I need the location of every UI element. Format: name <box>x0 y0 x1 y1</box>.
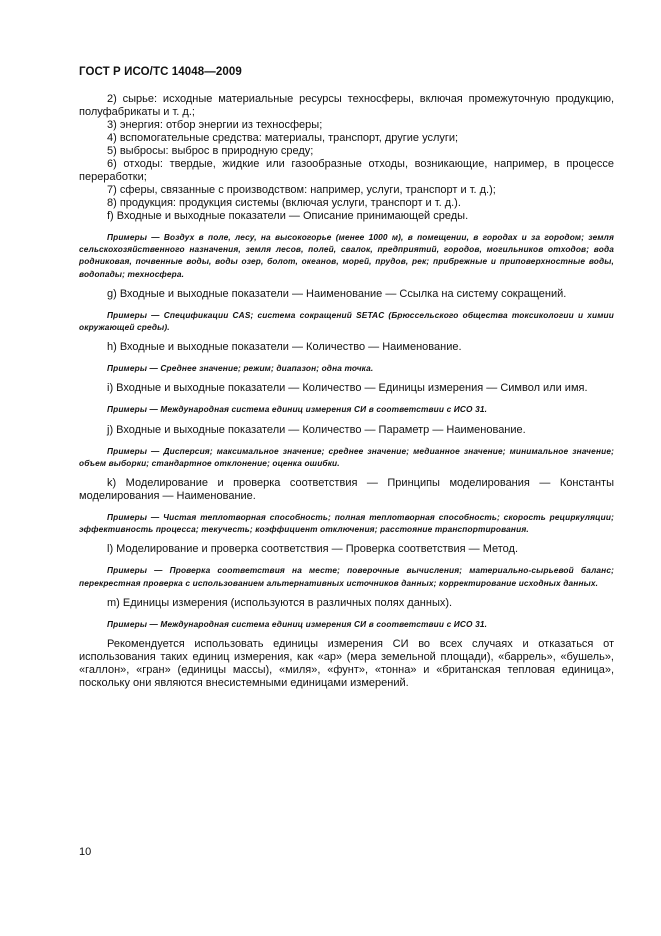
example-i: Примеры — Международная система единиц измерения СИ в соответствии с ИСО 31. <box>107 404 488 415</box>
list-item-emissions: 5) выбросы: выброс в природную среду; <box>107 145 314 157</box>
clause-j: j) Входные и выходные показатели — Количество — Параметр — Наименование. <box>107 423 526 436</box>
clause-m: m) Единицы измерения (используются в различных полях данных). <box>107 596 453 609</box>
example-f: Примеры — Воздух в поле, лесу, на высокогорье (менее 1000 м), в помещении, в городах и за городом; земля сельскохозяйственного назначения, земля лесов, полей, свалок, предприятий, городов, могильников отходов; вода родниковая, почвенные воды, воды озер, болот, океанов, морей, прудов, рек; прибрежные и приповерхностные воды, водопады; техносфера. <box>79 232 614 279</box>
recommendation-paragraph: Рекомендуется использовать единицы измерения СИ во всех случаях и отказаться от использования таких единиц измерения, как «ар» (мера земельной площади), «баррель», «бушель», «галлон», «гран» (единицы массы), «миля», «фунт», «тонна» и «британская тепловая единица», поскольку они являются внесистемными единицами измерений. <box>79 638 614 690</box>
document-body <box>79 93 614 690</box>
document-header: ГОСТ Р ИСО/ТС 14048—2009 <box>79 66 242 78</box>
example-j: Примеры — Дисперсия; максимальное значение; среднее значение; медианное значение; минимальное значение; объем выборки; стандартное отклонение; оценка ошибки. <box>79 445 614 468</box>
list-item-auxiliary: 4) вспомогательные средства: материалы, транспорт, другие услуги; <box>107 132 459 144</box>
example-l: Примеры — Проверка соответствия на месте; поверочные вычисления; материально-сырьевой баланс; перекрестная проверка с использованием альтернативных источников данных; корректирование исходных данных. <box>79 565 614 588</box>
clause-l: l) Моделирование и проверка соответствия — Проверка соответствия — Метод. <box>107 543 519 556</box>
list-item-energy: 3) энергия: отбор энергии из техносферы; <box>107 119 323 131</box>
list-item-raw-materials: 2) сырье: исходные материальные ресурсы техносферы, включая промежуточную продукцию, полуфабрикаты и т. д.; <box>79 93 614 118</box>
clause-i: i) Входные и выходные показатели — Количество — Единицы измерения — Символ или имя. <box>107 382 588 395</box>
example-g: Примеры — Спецификации CAS; система сокращений SETAC (Брюссельского общества токсикологии и химии окружающей среды). <box>79 309 614 333</box>
list-item-waste: 6) отходы: твердые, жидкие или газообразные отходы, возникающие, например, в процессе переработки; <box>79 158 614 183</box>
clause-f: f) Входные и выходные показатели — Описание принимающей среды. <box>107 210 469 222</box>
list-item-products: 8) продукция: продукция системы (включая услуги, транспорт и т. д.). <box>107 197 461 209</box>
example-m: Примеры — Международная система единиц измерения СИ в соответствии с ИСО 31. <box>107 618 488 629</box>
clause-h: h) Входные и выходные показатели — Количество — Наименование. <box>107 341 462 354</box>
clause-k: k) Моделирование и проверка соответствия — Принципы моделирования — Константы моделирования — Наименование. <box>79 477 614 503</box>
page-number: 10 <box>79 846 92 858</box>
list-item-production-spheres: 7) сферы, связанные с производством: например, услуги, транспорт и т. д.); <box>107 184 496 196</box>
example-h: Примеры — Среднее значение; режим; диапазон; одна точка. <box>107 363 374 374</box>
clause-g: g) Входные и выходные показатели — Наименование — Ссылка на систему сокращений. <box>107 287 567 300</box>
example-k: Примеры — Чистая теплотворная способность; полная теплотворная способность; скорость рециркуляции; эффективность процесса; текучесть; коэффициент отключения; расстояние транспортирования. <box>79 512 614 535</box>
